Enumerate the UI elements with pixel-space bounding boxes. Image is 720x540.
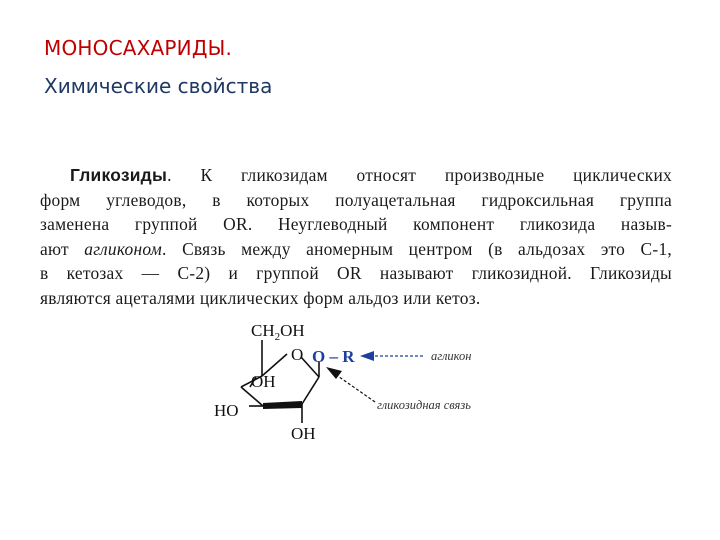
- slide-title: МОНОСАХАРИДЫ.: [44, 36, 233, 60]
- ring-wedge-bond: [263, 401, 302, 409]
- glycosidic-bond-dashed-arrow: [335, 374, 375, 402]
- slide-subtitle: Химические свойства: [44, 74, 273, 98]
- aglycone-label: агликон: [431, 349, 472, 363]
- glycosidic-bond-label: гликозидная связь: [377, 398, 471, 412]
- oh-ring-label: OH: [251, 372, 276, 391]
- aglycone-pointer: [360, 349, 472, 363]
- term-aglycone: агликоном: [84, 238, 163, 259]
- glycosidic-bond-pointer: [326, 367, 471, 412]
- aglycone-arrowhead: [360, 351, 374, 361]
- paragraph-line-6: являются ацеталями циклических форм альдоз или кетоз.: [40, 287, 481, 308]
- ch2oh-label: $CH_2OH$: [251, 321, 305, 343]
- term-glycosides: Гликозиды: [70, 165, 168, 185]
- glycoside-or-label: O – R: [312, 347, 355, 366]
- glycoside-structure-diagram: [40, 163, 680, 463]
- paragraph-line-3: заменена группой OR. Неуглеводный компонент гликозида назыв-: [40, 214, 672, 235]
- ho-label: HO: [214, 401, 239, 420]
- paragraph-line-1-text: . К гликозидам относят производные циклических: [167, 165, 672, 185]
- oh-bottom-label: OH: [291, 424, 316, 443]
- scanned-excerpt: [40, 163, 680, 463]
- paragraph-line-5: в кетозах — С-2) и группой OR называют гликозидной. Гликозиды: [40, 263, 672, 284]
- ring-bond-c1-c2: [302, 377, 319, 404]
- paragraph-line-4-start: ают: [40, 238, 85, 259]
- glycosidic-bond-arrowhead: [326, 367, 342, 379]
- ring-oxygen-label: O: [291, 345, 304, 364]
- paragraph-line-4-text: . Связь между аномерным центром (в альдозах это С-1,: [162, 238, 672, 259]
- paragraph-line-2: форм углеводов, в которых полуацетальная гидроксильная группа: [40, 189, 672, 210]
